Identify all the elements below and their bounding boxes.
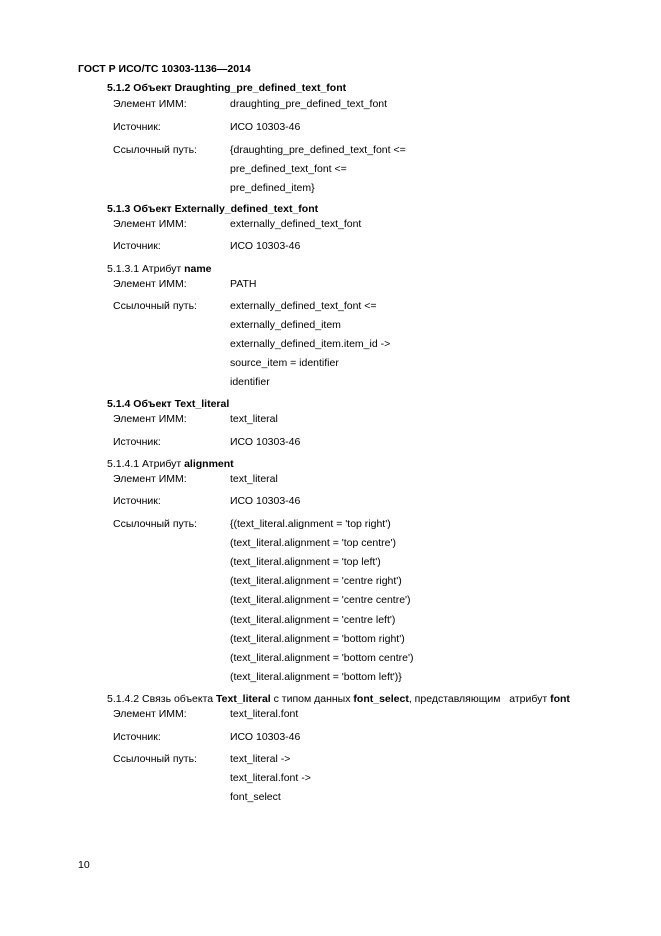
label-path: Ссылочный путь: — [113, 518, 197, 530]
path-line: (text_literal.alignment = 'bottom left')} — [230, 671, 402, 683]
path-line: externally_defined_text_font <= — [230, 300, 377, 312]
path-line: pre_defined_item} — [230, 182, 315, 194]
path-line: text_literal.font -> — [230, 772, 311, 784]
path-line: source_item = identifier — [230, 357, 339, 369]
value-source: ИСО 10303-46 — [230, 240, 301, 252]
path-line: (text_literal.alignment = 'bottom right') — [230, 633, 405, 645]
value-element: externally_defined_text_font — [230, 218, 362, 230]
heading-text: 5.1.4.2 Связь объекта — [107, 693, 217, 705]
label-element: Элемент ИММ: — [113, 413, 187, 425]
heading-attribute-name: font — [550, 693, 570, 705]
path-line: {(text_literal.alignment = 'top right') — [230, 518, 391, 530]
heading-datatype: font_select — [353, 693, 409, 705]
path-line: font_select — [230, 791, 281, 803]
path-line: externally_defined_item.item_id -> — [230, 338, 391, 350]
path-line: (text_literal.alignment = 'bottom centre') — [230, 652, 414, 664]
label-element: Элемент ИММ: — [113, 473, 187, 485]
path-line: {draughting_pre_defined_text_font <= — [230, 144, 406, 156]
path-line: (text_literal.alignment = 'centre centre') — [230, 594, 411, 606]
value-element: draughting_pre_defined_text_font — [230, 98, 388, 110]
label-element: Элемент ИММ: — [113, 278, 187, 290]
heading-attribute-name: alignment — [184, 458, 234, 470]
page-number: 10 — [78, 859, 90, 871]
section-heading-5-1-4-2 — [107, 693, 570, 706]
path-line: (text_literal.alignment = 'centre left') — [230, 614, 396, 626]
path-line: pre_defined_text_font <= — [230, 163, 347, 175]
heading-prefix: 5.1.3.1 Атрибут — [107, 263, 185, 275]
label-source: Источник: — [113, 495, 161, 507]
section-heading-5-1-3: 5.1.3 Объект Externally_defined_text_font — [107, 203, 319, 215]
label-source: Источник: — [113, 731, 161, 743]
section-heading-5-1-4: 5.1.4 Объект Text_literal — [107, 398, 230, 410]
value-element: text_literal — [230, 473, 278, 485]
path-line: externally_defined_item — [230, 319, 341, 331]
value-element: text_literal — [230, 413, 278, 425]
value-source: ИСО 10303-46 — [230, 495, 301, 507]
document-header: ГОСТ Р ИСО/ТС 10303-1136—2014 — [78, 63, 251, 75]
path-line: text_literal -> — [230, 753, 291, 765]
path-line: identifier — [230, 376, 270, 388]
label-path: Ссылочный путь: — [113, 300, 197, 312]
label-source: Источник: — [113, 121, 161, 133]
value-source: ИСО 10303-46 — [230, 121, 301, 133]
label-element: Элемент ИММ: — [113, 98, 187, 110]
label-path: Ссылочный путь: — [113, 753, 197, 765]
value-element: text_literal.font — [230, 708, 299, 720]
heading-text: , представляющим атрибут — [408, 693, 551, 705]
heading-attribute-name: name — [184, 263, 212, 275]
value-source: ИСО 10303-46 — [230, 436, 301, 448]
value-source: ИСО 10303-46 — [230, 731, 301, 743]
heading-entity: Text_literal — [216, 693, 271, 705]
label-path: Ссылочный путь: — [113, 144, 197, 156]
path-line: (text_literal.alignment = 'top left') — [230, 556, 381, 568]
heading-prefix: 5.1.4.1 Атрибут — [107, 458, 185, 470]
path-line: (text_literal.alignment = 'centre right') — [230, 575, 402, 587]
section-heading-5-1-3-1 — [107, 263, 212, 276]
label-source: Источник: — [113, 436, 161, 448]
path-line: (text_literal.alignment = 'top centre') — [230, 537, 396, 549]
value-element: PATH — [230, 278, 257, 290]
heading-text: с типом данных — [270, 693, 354, 705]
section-heading-5-1-2: 5.1.2 Объект Draughting_pre_defined_text_font — [107, 82, 347, 94]
label-element: Элемент ИММ: — [113, 708, 187, 720]
label-element: Элемент ИММ: — [113, 218, 187, 230]
label-source: Источник: — [113, 240, 161, 252]
section-heading-5-1-4-1 — [107, 458, 234, 471]
